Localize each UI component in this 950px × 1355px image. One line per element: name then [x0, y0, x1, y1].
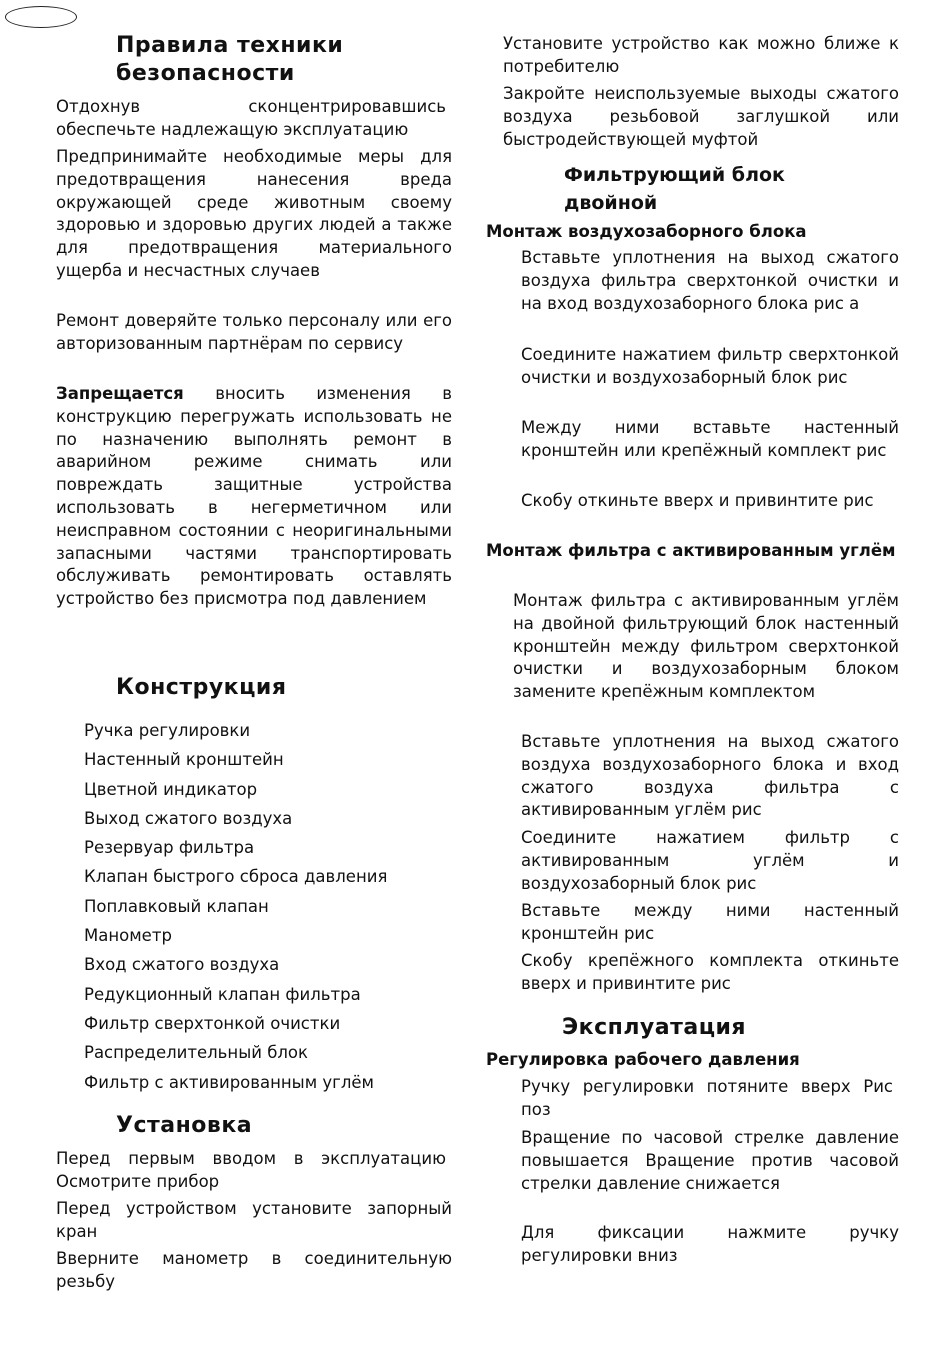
carbon-step-3: Соедините нажатием фильтр с активированным углём и воздухозаборный блок рис [521, 828, 899, 893]
filter-block-title-line2: двойной [564, 192, 658, 214]
construction-item: Фильтр сверхтонкой очистки [84, 1013, 341, 1033]
safety-paragraph-3: Ремонт доверяйте только персоналу или его авторизованным партнёрам по сервису [56, 311, 452, 353]
operation-step-3: Для фиксации нажмите ручку регулировки вниз [521, 1223, 899, 1265]
safety-title [116, 32, 343, 88]
safety-title-line2: безопасности [116, 61, 295, 86]
construction-item: Манометр [84, 926, 172, 946]
installation-paragraph-5: Закройте неиспользуемые выходы сжатого воздуха резьбовой заглушкой или быстродействующей муфтой [503, 84, 899, 149]
construction-title: Конструкция [116, 675, 287, 700]
prohibited-text: вносить изменения в конструкцию перегружать использовать не по назначению выполнять ремонт в аварийном режиме снимать или повреждать защитные устройства использовать в негерметичном или неисправном состоянии с неоригинальными запасными частями транспортировать обслуживать ремонтировать оставлять устройство без присмотра под давлением [56, 384, 452, 609]
construction-item: Распределительный блок [84, 1043, 308, 1063]
carbon-step-4: Вставьте между ними настенный кронштейн рис [521, 901, 899, 943]
page-number-oval [5, 6, 77, 28]
installation-paragraph-1: Перед первым вводом в эксплуатацию Осмотрите прибор [56, 1149, 446, 1191]
construction-item: Цветной индикатор [84, 779, 258, 799]
filter-block-title-line1: Фильтрующий блок [564, 164, 785, 186]
installation-paragraph-3: Вверните манометр в соединительную резьбу [56, 1249, 452, 1291]
intake-step-1: Вставьте уплотнения на выход сжатого воздуха фильтра сверхтонкой очистки и на вход воздухозаборного блока рис а [521, 248, 899, 313]
filter-block-title [564, 161, 785, 217]
operation-title: Эксплуатация [562, 1015, 747, 1040]
intake-step-3: Между ними вставьте настенный кронштейн или крепёжный комплект рис [521, 418, 899, 460]
installation-paragraph-4: Установите устройство как можно ближе к потребителю [503, 34, 899, 76]
construction-item: Поплавковый клапан [84, 896, 269, 916]
construction-item: Ручка регулировки [84, 721, 251, 740]
construction-list [84, 716, 387, 1097]
construction-item: Редукционный клапан фильтра [84, 984, 361, 1004]
construction-item: Вход сжатого воздуха [84, 955, 280, 975]
installation-paragraph-2: Перед устройством установите запорный кран [56, 1199, 452, 1241]
construction-item: Клапан быстрого сброса давления [84, 867, 388, 887]
carbon-step-2: Вставьте уплотнения на выход сжатого воздуха воздухозаборного блока и вход сжатого воздуха фильтра с активированным углём рис [521, 732, 899, 820]
intake-mount-subtitle: Монтаж воздухозаборного блока [486, 222, 807, 241]
safety-paragraph-2: Предпринимайте необходимые меры для предотвращения нанесения вреда окружающей среде животным своему здоровью и здоровью других людей а также для предотвращения материального ущерба и несчастных случаев [56, 147, 452, 280]
installation-title: Установка [116, 1113, 253, 1138]
safety-paragraph-1: Отдохнув сконцентрировавшись обеспечьте надлежащую эксплуатацию [56, 97, 446, 139]
operation-step-2: Вращение по часовой стрелке давление повышается Вращение против часовой стрелки давление снижается [521, 1128, 899, 1193]
construction-item: Выход сжатого воздуха [84, 808, 293, 828]
construction-item: Настенный кронштейн [84, 750, 284, 770]
intake-step-4: Скобу откиньте вверх и привинтите рис [521, 491, 874, 510]
carbon-mount-subtitle: Монтаж фильтра с активированным углём [486, 541, 896, 560]
operation-step-1: Ручку регулировки потяните вверх Рис поз [521, 1077, 893, 1119]
carbon-step-5: Скобу крепёжного комплекта откиньте вверх и привинтите рис [521, 951, 899, 993]
intake-step-2: Соедините нажатием фильтр сверхтонкой очистки и воздухозаборный блок рис [521, 345, 899, 387]
prohibited-label: Запрещается [56, 384, 184, 403]
safety-paragraph-4 [56, 383, 452, 611]
construction-item: Фильтр с активированным углём [84, 1072, 374, 1092]
construction-item: Резервуар фильтра [84, 838, 255, 858]
safety-title-line1: Правила техники [116, 33, 344, 58]
pressure-adjust-subtitle: Регулировка рабочего давления [486, 1050, 800, 1069]
carbon-step-1: Монтаж фильтра с активированным углём на двойной фильтрующий блок настенный кронштейн между фильтром сверхтонкой очистки и воздухозаборным блоком замените крепёжным комплектом [513, 591, 899, 702]
